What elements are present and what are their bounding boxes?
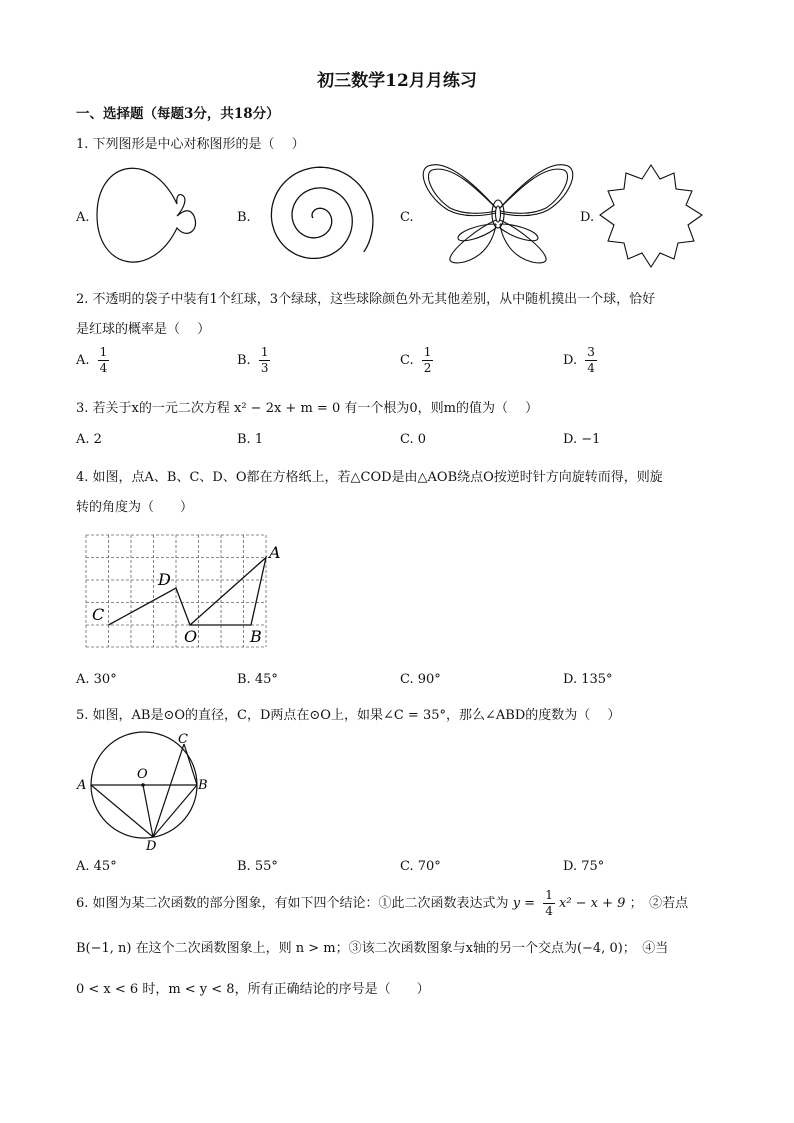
q4-option-b: B. 45° <box>237 672 278 687</box>
page-title: 初三数学12月月练习 <box>317 71 477 91</box>
q4-option-a: A. 30° <box>76 672 117 687</box>
circle-point-b: B <box>198 778 208 793</box>
question-6-line3: 0 < x < 6 时，m < y < 8，所有正确结论的序号是（ ） <box>76 982 430 997</box>
question-5-stem: 5. 如图，AB是⊙O的直径，C，D两点在⊙O上，如果∠C = 35°，那么∠ABD的度数为（ ） <box>76 708 621 723</box>
spiral-icon <box>255 162 390 274</box>
circle-point-c: C <box>178 732 188 747</box>
circle-point-a: A <box>77 778 87 793</box>
q5-option-b: B. 55° <box>237 859 278 874</box>
section-heading: 一、选择题（每题3分，共18分） <box>76 106 280 122</box>
point-c-label: C <box>92 605 105 624</box>
question-2-line1: 2. 不透明的袋子中装有1个红球，3个绿球，这些球除颜色外无其他差别，从中随机摸出一个球，恰好 <box>76 292 656 307</box>
q4-option-c: C. 90° <box>400 672 441 687</box>
q2-option-b: B. $\frac{1}{3}$ <box>237 345 269 375</box>
q1-option-c-label: C. <box>400 210 414 225</box>
question-3-stem: 3. 若关于x的一元二次方程 x² − 2x + m = 0 有一个根为0，则m的值为（ ） <box>76 401 539 416</box>
snowflake-icon <box>596 163 706 271</box>
q3-option-c: C. 0 <box>400 432 427 447</box>
q5-option-c: C. 70° <box>400 859 441 874</box>
point-d-label: D <box>158 570 171 589</box>
point-b-label: B <box>250 627 262 646</box>
question-4-line1: 4. 如图，点A、B、C、D、O都在方格纸上，若△COD是由△AOB绕点O按逆时针方向旋转而得，则旋 <box>76 470 663 485</box>
grid-rotation-figure <box>80 530 290 650</box>
q3-option-b: B. 1 <box>237 432 264 447</box>
q2-option-c: C. $\frac{1}{2}$ <box>400 345 432 375</box>
q3-option-d: D. −1 <box>563 432 601 447</box>
q5-option-a: A. 45° <box>76 859 117 874</box>
question-6-line2: B(−1, n) 在这个二次函数图象上，则 n > m；③该二次函数图象与x轴的另一个交点为(−4, 0)； ④当 <box>76 941 669 956</box>
circle-point-o: O <box>137 767 148 782</box>
question-4-line2: 转的角度为（ ） <box>76 500 194 515</box>
q1-option-a-label: A. <box>76 210 90 225</box>
question-6-line1: 6. 如图为某二次函数的部分图象，有如下四个结论：①此二次函数表达式为 y = $\frac{1}{4}$ x² − x + 9 ； ②若点 <box>76 888 689 918</box>
q1-option-b-label: B. <box>237 210 251 225</box>
q1-option-d-label: D. <box>580 210 595 225</box>
q2-option-a: A. $\frac{1}{4}$ <box>76 345 108 375</box>
q3-option-a: A. 2 <box>76 432 102 447</box>
point-a-label: A <box>269 543 281 562</box>
cardioid-icon <box>92 160 204 275</box>
circle-point-d: D <box>146 839 157 852</box>
q4-option-d: D. 135° <box>563 672 613 687</box>
point-o-label: O <box>184 627 198 646</box>
question-2-line2: 是红球的概率是（ ） <box>76 322 211 337</box>
circle-figure <box>74 730 214 852</box>
q2-option-d: D. $\frac{3}{4}$ <box>563 345 595 375</box>
question-1-stem: 1. 下列图形是中心对称图形的是（ ） <box>76 137 305 152</box>
butterfly-icon <box>418 158 578 268</box>
q5-option-d: D. 75° <box>563 859 605 874</box>
